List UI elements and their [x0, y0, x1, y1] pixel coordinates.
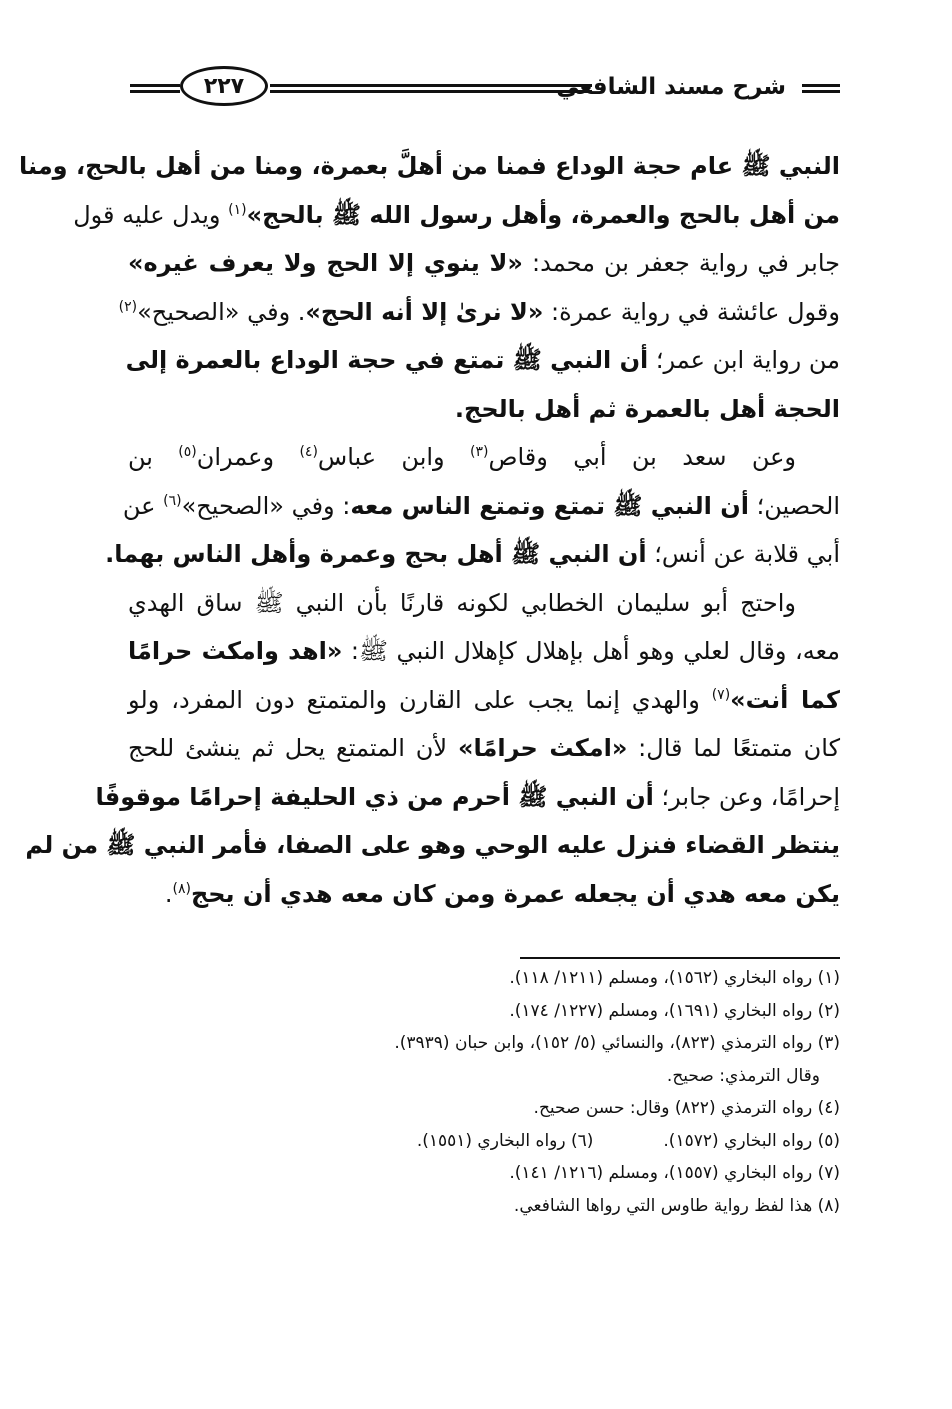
page-number: [180, 66, 268, 106]
header-ornament-dash: [802, 84, 840, 93]
text-segment: معه، وقال لعلي وهو أهل بإهلال كإهلال النبي ﷺ:: [342, 637, 841, 665]
text-line-1: النبي ﷺ عام حجة الوداع فمنا من أهلَّ بعمرة، ومنا من أهل بالحج، ومنا: [19, 152, 840, 180]
quote-segment: «لا ينوي إلا الحج ولا يعرف غيره»: [128, 249, 523, 277]
header-rule-left: [130, 84, 180, 93]
text-line-12: [128, 676, 840, 725]
text-segment: لأن المتمتع يحل ثم ينشئ للحج: [128, 734, 458, 762]
main-text: [19, 142, 841, 918]
footnote-2: (٢) رواه البخاري (١٦٩١)، ومسلم (١٢٢٧/ ١٧٤).: [509, 1000, 840, 1021]
book-title: شرح مسند الشافعي: [556, 74, 786, 100]
text-segment: .: [164, 879, 173, 908]
text-line-11: [128, 627, 840, 676]
text-line-7: [128, 433, 840, 482]
text-segment: والهدي إنما يجب على القارن والمتمتع دون المفرد، ولو: [128, 685, 712, 714]
footnote-ref-4[interactable]: (٤): [299, 444, 318, 460]
text-segment: إحرامًا، وعن جابر؛: [653, 782, 840, 811]
footnote-ref-2[interactable]: (٢): [118, 298, 138, 315]
footnote-3-continued: وقال الترمذي: صحيح.: [666, 1065, 820, 1086]
text-segment: جابر في رواية جعفر بن محمد:: [522, 249, 840, 277]
footnote-7: (٧) رواه البخاري (١٥٥٧)، ومسلم (١٢١٦/ ١٤١).: [509, 1163, 840, 1183]
text-segment: ويدل عليه قول: [73, 200, 229, 229]
text-line-8: [122, 482, 840, 531]
footnote-8: (٨) هذا لفظ رواية طاوس التي رواها الشافعي.: [513, 1195, 840, 1216]
text-line-5: [125, 336, 840, 385]
text-line-6: الحجة أهل بالعمرة ثم أهل بالحج.: [454, 394, 840, 423]
text-line-16: [128, 870, 840, 919]
footnote-ref-6[interactable]: (٦): [163, 492, 182, 509]
quote-segment: أن النبي ﷺ أهل بحج وعمرة وأهل الناس بهما.: [105, 540, 647, 568]
quote-segment: «اهد وامكث حرامًا: [128, 637, 343, 665]
quote-segment: يكن معه هدي أن يجعله عمرة ومن كان معه هدي أن يحج: [190, 879, 840, 908]
footnote-ref-8[interactable]: (٨): [172, 880, 191, 897]
text-segment: وابن عباس: [317, 443, 470, 471]
text-segment: من أهل بالحج والعمرة، وأهل رسول الله ﷺ بالحج»: [246, 200, 840, 229]
footnote-separator: [520, 957, 840, 959]
text-segment: أبي قلابة عن أنس؛: [646, 540, 840, 568]
footnote-5: (٥) رواه البخاري (١٥٧٢).: [663, 1130, 840, 1151]
footnote-row-5-6: [128, 1125, 840, 1158]
text-segment: . وفي «الصحيح»: [137, 297, 306, 326]
footnote-ref-5[interactable]: (٥): [178, 444, 197, 460]
footnote-ref-7[interactable]: (٧): [711, 686, 731, 703]
text-segment: الحصين؛: [748, 491, 840, 520]
text-segment: من رواية ابن عمر؛: [648, 346, 840, 374]
footnote-4: (٤) رواه الترمذي (٨٢٢) وقال: حسن صحيح.: [533, 1098, 840, 1118]
quote-segment: «امكث حرامًا»: [457, 734, 628, 762]
quote-segment: أن النبي ﷺ أحرم من ذي الحليفة إحرامًا موقوفًا: [95, 782, 654, 811]
text-line-13: [128, 724, 840, 773]
quote-segment: أن النبي ﷺ تمتع وتمتع الناس معه: [350, 491, 749, 520]
text-segment: عن: [122, 491, 164, 520]
text-segment: : وفي «الصحيح»: [181, 491, 351, 520]
text-segment: وعن سعد بن أبي وقاص: [488, 443, 796, 471]
text-line-9: [105, 530, 840, 579]
text-line-10: واحتج أبو سليمان الخطابي لكونه قارنًا بأن النبي ﷺ ساق الهدي: [128, 588, 796, 617]
text-segment: وعمران: [196, 443, 300, 471]
quote-segment: «لا نرىٰ إلا أنه الحج»: [305, 297, 544, 326]
quote-segment: أن النبي ﷺ تمتع في حجة الوداع بالعمرة إلى: [125, 346, 649, 374]
text-line-14: [95, 773, 840, 822]
text-segment: وقول عائشة في رواية عمرة:: [543, 297, 840, 326]
footnote-ref-3[interactable]: (٣): [469, 444, 489, 460]
text-segment: كان متمتعًا لما قال:: [627, 734, 840, 762]
footnote-3: (٣) رواه الترمذي (٨٢٣)، والنسائي (٥/ ١٥٢)، وابن حبان (٣٩٣٩).: [394, 1033, 840, 1053]
text-line-4: [118, 288, 840, 337]
footnotes: [128, 962, 840, 1222]
header-rule: [270, 84, 592, 93]
text-segment: بن: [128, 443, 179, 471]
footnote-1: (١) رواه البخاري (١٥٦٢)، ومسلم (١٢١١/ ١١٨).: [509, 968, 840, 988]
page-number-text: ٢٢٧: [203, 73, 245, 99]
text-line-15: ينتظر القضاء فنزل عليه الوحي وهو على الصفا، فأمر النبي ﷺ من لم: [25, 831, 840, 859]
footnote-ref-1[interactable]: (١): [228, 201, 247, 218]
footnote-6: (٦) رواه البخاري (١٥٥١).: [416, 1130, 594, 1151]
text-line-2: [73, 191, 840, 240]
page-header: [130, 62, 840, 116]
text-line-3: [128, 239, 840, 288]
quote-segment: كما أنت»: [730, 685, 840, 714]
